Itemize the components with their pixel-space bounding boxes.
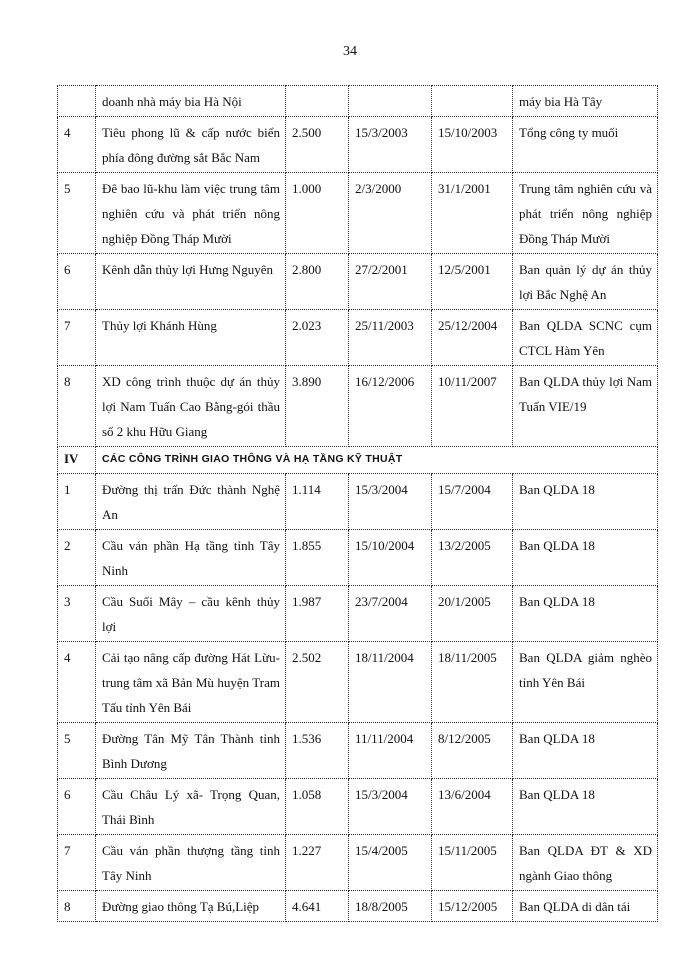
project-cost: 1.536	[286, 723, 349, 779]
section-row	[58, 447, 658, 474]
start-date	[349, 86, 432, 117]
start-date: 15/10/2004	[349, 530, 432, 586]
project-owner: Tổng công ty muối	[513, 117, 658, 173]
project-cost: 1.058	[286, 779, 349, 835]
project-cost: 2.500	[286, 117, 349, 173]
section-header-group	[58, 447, 658, 474]
end-date: 15/12/2005	[432, 891, 513, 922]
project-name: Cầu ván phần thượng tầng tỉnh Tây Ninh	[96, 835, 286, 891]
end-date: 18/11/2005	[432, 642, 513, 723]
project-cost: 2.502	[286, 642, 349, 723]
project-cost: 1.227	[286, 835, 349, 891]
end-date: 15/7/2004	[432, 474, 513, 530]
row-number: 6	[58, 779, 96, 835]
table-row	[58, 530, 658, 586]
table-row	[58, 117, 658, 173]
end-date: 12/5/2001	[432, 254, 513, 310]
row-number: 7	[58, 835, 96, 891]
row-number: 3	[58, 586, 96, 642]
project-name: Thủy lợi Khánh Hùng	[96, 310, 286, 366]
row-number: 6	[58, 254, 96, 310]
project-owner: Ban QLDA 18	[513, 530, 658, 586]
project-owner: Ban QLDA ĐT & XD ngành Giao thông	[513, 835, 658, 891]
project-owner: Ban QLDA giảm nghèo tỉnh Yên Bái	[513, 642, 658, 723]
project-name: Cầu ván phần Hạ tầng tỉnh Tây Ninh	[96, 530, 286, 586]
row-number: 7	[58, 310, 96, 366]
table-row	[58, 586, 658, 642]
project-owner: máy bia Hà Tây	[513, 86, 658, 117]
start-date: 11/11/2004	[349, 723, 432, 779]
end-date	[432, 86, 513, 117]
table-row	[58, 254, 658, 310]
project-name: Cải tạo nâng cấp đường Hát Lừu-trung tâm xã Bản Mù huyện Tram Tấu tỉnh Yên Bái	[96, 642, 286, 723]
project-name: Đê bao lũ-khu làm việc trung tâm nghiên cứu và phát triển nông nghiệp Đồng Tháp Mười	[96, 173, 286, 254]
end-date: 25/12/2004	[432, 310, 513, 366]
end-date: 20/1/2005	[432, 586, 513, 642]
end-date: 13/2/2005	[432, 530, 513, 586]
start-date: 18/11/2004	[349, 642, 432, 723]
start-date: 25/11/2003	[349, 310, 432, 366]
project-cost: 4.641	[286, 891, 349, 922]
project-name: Tiêu phong lũ & cấp nước biển phía đông đường sắt Bắc Nam	[96, 117, 286, 173]
project-cost: 2.800	[286, 254, 349, 310]
project-name: Đường thị trấn Đức thành Nghệ An	[96, 474, 286, 530]
start-date: 16/12/2006	[349, 366, 432, 447]
project-name: Cầu Suối Mây – cầu kênh thủy lợi	[96, 586, 286, 642]
table-row	[58, 779, 658, 835]
table-row	[58, 891, 658, 922]
rows-before	[58, 86, 658, 447]
start-date: 23/7/2004	[349, 586, 432, 642]
end-date: 15/10/2003	[432, 117, 513, 173]
row-number: 5	[58, 723, 96, 779]
end-date: 13/6/2004	[432, 779, 513, 835]
table-row	[58, 366, 658, 447]
project-cost: 1.000	[286, 173, 349, 254]
row-number: 5	[58, 173, 96, 254]
table-row	[58, 642, 658, 723]
projects-table	[57, 85, 658, 922]
section-number: IV	[58, 447, 96, 474]
project-cost: 2.023	[286, 310, 349, 366]
start-date: 15/3/2003	[349, 117, 432, 173]
end-date: 10/11/2007	[432, 366, 513, 447]
project-owner: Trung tâm nghiên cứu và phát triển nông nghiệp Đồng Tháp Mười	[513, 173, 658, 254]
project-owner: Ban QLDA 18	[513, 723, 658, 779]
table-row	[58, 86, 658, 117]
project-owner: Ban QLDA 18	[513, 586, 658, 642]
start-date: 15/3/2004	[349, 474, 432, 530]
start-date: 27/2/2001	[349, 254, 432, 310]
project-owner: Ban QLDA 18	[513, 779, 658, 835]
project-cost	[286, 86, 349, 117]
project-name: Kênh dẫn thủy lợi Hưng Nguyên	[96, 254, 286, 310]
project-owner: Ban QLDA di dân tái	[513, 891, 658, 922]
end-date: 8/12/2005	[432, 723, 513, 779]
project-owner: Ban QLDA 18	[513, 474, 658, 530]
table-row	[58, 835, 658, 891]
project-cost: 3.890	[286, 366, 349, 447]
row-number: 4	[58, 642, 96, 723]
project-cost: 1.987	[286, 586, 349, 642]
project-owner: Ban QLDA SCNC cụm CTCL Hàm Yên	[513, 310, 658, 366]
section-title: CÁC CÔNG TRÌNH GIAO THÔNG VÀ HẠ TẦNG KỸ THUẬT	[96, 447, 658, 474]
project-name: doanh nhà máy bia Hà Nội	[96, 86, 286, 117]
project-owner: Ban quản lý dự án thủy lợi Bắc Nghệ An	[513, 254, 658, 310]
end-date: 31/1/2001	[432, 173, 513, 254]
table-row	[58, 723, 658, 779]
table-row	[58, 310, 658, 366]
table-row	[58, 474, 658, 530]
start-date: 18/8/2005	[349, 891, 432, 922]
project-name: Đường giao thông Tạ Bú,Liệp	[96, 891, 286, 922]
project-owner: Ban QLDA thủy lợi Nam Tuấn VIE/19	[513, 366, 658, 447]
project-cost: 1.855	[286, 530, 349, 586]
project-cost: 1.114	[286, 474, 349, 530]
row-number: 1	[58, 474, 96, 530]
project-name: Đường Tân Mỹ Tân Thành tỉnh Bình Dương	[96, 723, 286, 779]
row-number: 2	[58, 530, 96, 586]
end-date: 15/11/2005	[432, 835, 513, 891]
table-row	[58, 173, 658, 254]
row-number: 8	[58, 891, 96, 922]
page-number: 34	[343, 44, 357, 59]
project-name: XD công trình thuộc dự án thủy lợi Nam Tuấn Cao Bằng-gói thầu số 2 khu Hữu Giang	[96, 366, 286, 447]
rows-after	[58, 474, 658, 922]
row-number: 4	[58, 117, 96, 173]
start-date: 15/4/2005	[349, 835, 432, 891]
row-number	[58, 86, 96, 117]
project-name: Cầu Châu Lý xã- Trọng Quan, Thái Bình	[96, 779, 286, 835]
row-number: 8	[58, 366, 96, 447]
start-date: 15/3/2004	[349, 779, 432, 835]
start-date: 2/3/2000	[349, 173, 432, 254]
